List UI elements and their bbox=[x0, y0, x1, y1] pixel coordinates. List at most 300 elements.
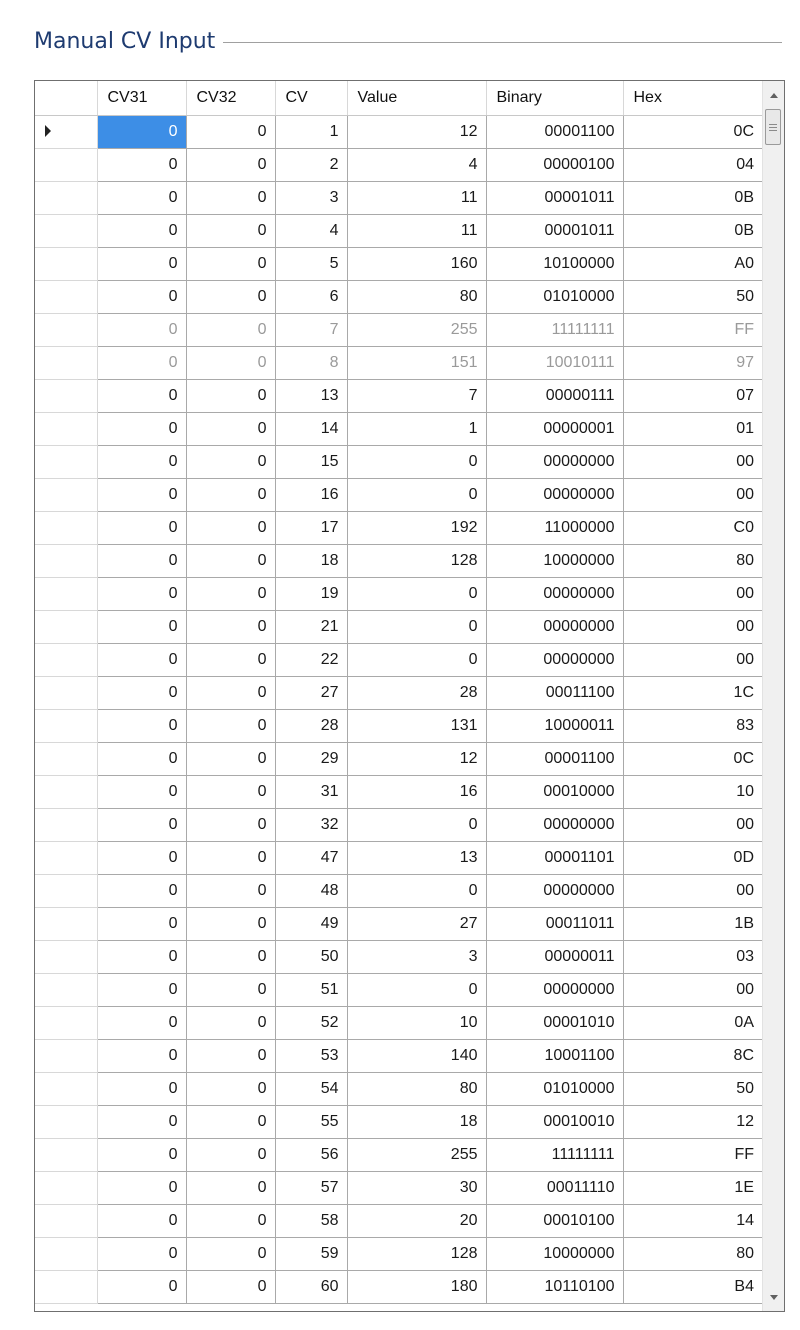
binary-cell[interactable]: 00010010 bbox=[486, 1105, 623, 1138]
cv31-cell[interactable]: 0 bbox=[97, 709, 186, 742]
hex-cell[interactable]: 04 bbox=[623, 148, 762, 181]
hex-cell[interactable]: 0A bbox=[623, 1006, 762, 1039]
value-cell[interactable]: 131 bbox=[347, 709, 486, 742]
hex-cell[interactable]: 03 bbox=[623, 940, 762, 973]
cv-cell[interactable]: 2 bbox=[275, 148, 347, 181]
cv-cell[interactable]: 13 bbox=[275, 379, 347, 412]
table-row[interactable] bbox=[35, 610, 762, 643]
table-row[interactable] bbox=[35, 577, 762, 610]
hex-cell[interactable]: 80 bbox=[623, 1237, 762, 1270]
cv31-cell[interactable]: 0 bbox=[97, 742, 186, 775]
cv-cell[interactable]: 28 bbox=[275, 709, 347, 742]
cv32-cell[interactable]: 0 bbox=[186, 808, 275, 841]
row-header[interactable] bbox=[35, 1039, 97, 1072]
cv32-cell[interactable]: 0 bbox=[186, 1237, 275, 1270]
cv31-cell[interactable]: 0 bbox=[97, 181, 186, 214]
binary-cell[interactable]: 00010100 bbox=[486, 1204, 623, 1237]
binary-cell[interactable]: 00011100 bbox=[486, 676, 623, 709]
scroll-down-arrow-icon[interactable] bbox=[763, 1285, 784, 1309]
table-row[interactable] bbox=[35, 973, 762, 1006]
cv-cell[interactable]: 47 bbox=[275, 841, 347, 874]
binary-cell[interactable]: 00011011 bbox=[486, 907, 623, 940]
row-header[interactable] bbox=[35, 445, 97, 478]
binary-cell[interactable]: 00001011 bbox=[486, 214, 623, 247]
binary-cell[interactable]: 00000000 bbox=[486, 478, 623, 511]
binary-cell[interactable]: 10000000 bbox=[486, 1237, 623, 1270]
binary-cell[interactable]: 01010000 bbox=[486, 280, 623, 313]
row-header[interactable] bbox=[35, 808, 97, 841]
hex-cell[interactable]: 97 bbox=[623, 346, 762, 379]
table-row[interactable] bbox=[35, 1039, 762, 1072]
table-row[interactable] bbox=[35, 1171, 762, 1204]
row-header[interactable] bbox=[35, 181, 97, 214]
binary-cell[interactable]: 10001100 bbox=[486, 1039, 623, 1072]
column-header-hex[interactable]: Hex bbox=[623, 81, 762, 115]
value-cell[interactable]: 11 bbox=[347, 181, 486, 214]
table-row[interactable] bbox=[35, 676, 762, 709]
hex-cell[interactable]: 00 bbox=[623, 577, 762, 610]
hex-cell[interactable]: 0C bbox=[623, 115, 762, 148]
cv31-cell[interactable]: 0 bbox=[97, 1006, 186, 1039]
cv32-cell[interactable]: 0 bbox=[186, 313, 275, 346]
table-row[interactable] bbox=[35, 1138, 762, 1171]
table-row[interactable] bbox=[35, 643, 762, 676]
value-cell[interactable]: 4 bbox=[347, 148, 486, 181]
row-header[interactable] bbox=[35, 907, 97, 940]
binary-cell[interactable]: 00000000 bbox=[486, 874, 623, 907]
cv31-cell[interactable]: 0 bbox=[97, 379, 186, 412]
hex-cell[interactable]: 0B bbox=[623, 181, 762, 214]
table-row[interactable] bbox=[35, 874, 762, 907]
value-cell[interactable]: 140 bbox=[347, 1039, 486, 1072]
value-cell[interactable]: 13 bbox=[347, 841, 486, 874]
cv32-cell[interactable]: 0 bbox=[186, 1039, 275, 1072]
cv32-cell[interactable]: 0 bbox=[186, 148, 275, 181]
value-cell[interactable]: 7 bbox=[347, 379, 486, 412]
cv-cell[interactable]: 31 bbox=[275, 775, 347, 808]
cv31-cell[interactable]: 0 bbox=[97, 973, 186, 1006]
table-row[interactable] bbox=[35, 313, 762, 346]
cv32-cell[interactable]: 0 bbox=[186, 643, 275, 676]
row-header[interactable] bbox=[35, 676, 97, 709]
row-header[interactable] bbox=[35, 874, 97, 907]
hex-cell[interactable]: FF bbox=[623, 1138, 762, 1171]
value-cell[interactable]: 18 bbox=[347, 1105, 486, 1138]
table-row[interactable] bbox=[35, 148, 762, 181]
cv-cell[interactable]: 51 bbox=[275, 973, 347, 1006]
value-cell[interactable]: 30 bbox=[347, 1171, 486, 1204]
cv-cell[interactable]: 4 bbox=[275, 214, 347, 247]
cv31-cell[interactable]: 0 bbox=[97, 1072, 186, 1105]
row-header[interactable] bbox=[35, 280, 97, 313]
cv-cell[interactable]: 16 bbox=[275, 478, 347, 511]
row-header[interactable] bbox=[35, 610, 97, 643]
cv-cell[interactable]: 1 bbox=[275, 115, 347, 148]
cv32-cell[interactable]: 0 bbox=[186, 610, 275, 643]
hex-cell[interactable]: 07 bbox=[623, 379, 762, 412]
value-cell[interactable]: 192 bbox=[347, 511, 486, 544]
row-header[interactable] bbox=[35, 1171, 97, 1204]
table-row[interactable] bbox=[35, 544, 762, 577]
cv-cell[interactable]: 8 bbox=[275, 346, 347, 379]
hex-cell[interactable]: 14 bbox=[623, 1204, 762, 1237]
cv31-cell[interactable]: 0 bbox=[97, 511, 186, 544]
cv-cell[interactable]: 48 bbox=[275, 874, 347, 907]
table-row[interactable] bbox=[35, 1270, 762, 1303]
cv-cell[interactable]: 49 bbox=[275, 907, 347, 940]
table-row[interactable] bbox=[35, 478, 762, 511]
value-cell[interactable]: 20 bbox=[347, 1204, 486, 1237]
cv32-cell[interactable]: 0 bbox=[186, 478, 275, 511]
value-cell[interactable]: 27 bbox=[347, 907, 486, 940]
value-cell[interactable]: 0 bbox=[347, 610, 486, 643]
table-row[interactable] bbox=[35, 511, 762, 544]
value-cell[interactable]: 12 bbox=[347, 742, 486, 775]
value-cell[interactable]: 10 bbox=[347, 1006, 486, 1039]
binary-cell[interactable]: 01010000 bbox=[486, 1072, 623, 1105]
hex-cell[interactable]: 01 bbox=[623, 412, 762, 445]
cv32-cell[interactable]: 0 bbox=[186, 775, 275, 808]
table-row[interactable] bbox=[35, 907, 762, 940]
binary-cell[interactable]: 00000000 bbox=[486, 445, 623, 478]
value-cell[interactable]: 255 bbox=[347, 313, 486, 346]
cv-cell[interactable]: 56 bbox=[275, 1138, 347, 1171]
table-row[interactable] bbox=[35, 346, 762, 379]
cv31-cell[interactable]: 0 bbox=[97, 1138, 186, 1171]
cv31-cell[interactable]: 0 bbox=[97, 412, 186, 445]
binary-cell[interactable]: 00000011 bbox=[486, 940, 623, 973]
value-cell[interactable]: 180 bbox=[347, 1270, 486, 1303]
hex-cell[interactable]: 12 bbox=[623, 1105, 762, 1138]
table-row[interactable] bbox=[35, 214, 762, 247]
hex-cell[interactable]: 00 bbox=[623, 610, 762, 643]
cv32-cell[interactable]: 0 bbox=[186, 280, 275, 313]
cv32-cell[interactable]: 0 bbox=[186, 1072, 275, 1105]
hex-cell[interactable]: 1B bbox=[623, 907, 762, 940]
cv32-cell[interactable]: 0 bbox=[186, 181, 275, 214]
groupbox-divider bbox=[214, 42, 782, 43]
row-header[interactable] bbox=[35, 775, 97, 808]
cv32-cell[interactable]: 0 bbox=[186, 907, 275, 940]
cv31-cell[interactable]: 0 bbox=[97, 676, 186, 709]
cv31-cell[interactable]: 0 bbox=[97, 313, 186, 346]
cv32-cell[interactable]: 0 bbox=[186, 511, 275, 544]
hex-cell[interactable]: B4 bbox=[623, 1270, 762, 1303]
cv-cell[interactable]: 52 bbox=[275, 1006, 347, 1039]
binary-cell[interactable]: 10100000 bbox=[486, 247, 623, 280]
row-header[interactable] bbox=[35, 1072, 97, 1105]
cv-cell[interactable]: 17 bbox=[275, 511, 347, 544]
value-cell[interactable]: 80 bbox=[347, 1072, 486, 1105]
cv-cell[interactable]: 19 bbox=[275, 577, 347, 610]
hex-cell[interactable]: 83 bbox=[623, 709, 762, 742]
cv31-cell[interactable]: 0 bbox=[97, 478, 186, 511]
hex-cell[interactable]: 1C bbox=[623, 676, 762, 709]
cv31-cell[interactable]: 0 bbox=[97, 1204, 186, 1237]
cv-cell[interactable]: 32 bbox=[275, 808, 347, 841]
cv31-cell[interactable]: 0 bbox=[97, 808, 186, 841]
cv-cell[interactable]: 50 bbox=[275, 940, 347, 973]
cv31-cell[interactable]: 0 bbox=[97, 214, 186, 247]
row-header[interactable] bbox=[35, 247, 97, 280]
cv-cell[interactable]: 14 bbox=[275, 412, 347, 445]
cv-cell[interactable]: 22 bbox=[275, 643, 347, 676]
row-header[interactable] bbox=[35, 214, 97, 247]
cv31-cell[interactable]: 0 bbox=[97, 610, 186, 643]
hex-cell[interactable]: 1E bbox=[623, 1171, 762, 1204]
cv-cell[interactable]: 3 bbox=[275, 181, 347, 214]
cv32-cell[interactable]: 0 bbox=[186, 1204, 275, 1237]
value-cell[interactable]: 0 bbox=[347, 643, 486, 676]
row-header[interactable] bbox=[35, 379, 97, 412]
hex-cell[interactable]: 10 bbox=[623, 775, 762, 808]
cv-cell[interactable]: 58 bbox=[275, 1204, 347, 1237]
cv-cell[interactable]: 15 bbox=[275, 445, 347, 478]
cv31-cell[interactable]: 0 bbox=[97, 115, 186, 148]
value-cell[interactable]: 1 bbox=[347, 412, 486, 445]
binary-cell[interactable]: 00000000 bbox=[486, 973, 623, 1006]
hex-cell[interactable]: 50 bbox=[623, 280, 762, 313]
value-cell[interactable]: 0 bbox=[347, 445, 486, 478]
cv-cell[interactable]: 53 bbox=[275, 1039, 347, 1072]
value-cell[interactable]: 12 bbox=[347, 115, 486, 148]
table-row[interactable] bbox=[35, 280, 762, 313]
value-cell[interactable]: 0 bbox=[347, 478, 486, 511]
hex-cell[interactable]: 00 bbox=[623, 808, 762, 841]
table-row[interactable] bbox=[35, 379, 762, 412]
table-row[interactable] bbox=[35, 742, 762, 775]
binary-cell[interactable]: 00000000 bbox=[486, 643, 623, 676]
cv-cell[interactable]: 59 bbox=[275, 1237, 347, 1270]
binary-cell[interactable]: 00011110 bbox=[486, 1171, 623, 1204]
binary-cell[interactable]: 00000000 bbox=[486, 577, 623, 610]
row-header[interactable] bbox=[35, 1237, 97, 1270]
table-row[interactable] bbox=[35, 181, 762, 214]
column-header-cv[interactable]: CV bbox=[275, 81, 347, 115]
value-cell[interactable]: 0 bbox=[347, 808, 486, 841]
value-cell[interactable]: 0 bbox=[347, 577, 486, 610]
cv32-cell[interactable]: 0 bbox=[186, 214, 275, 247]
cv31-cell[interactable]: 0 bbox=[97, 280, 186, 313]
cv32-cell[interactable]: 0 bbox=[186, 709, 275, 742]
cv31-cell[interactable]: 0 bbox=[97, 1105, 186, 1138]
cv32-cell[interactable]: 0 bbox=[186, 247, 275, 280]
row-header[interactable] bbox=[35, 148, 97, 181]
scroll-up-arrow-icon[interactable] bbox=[763, 83, 784, 107]
table-row[interactable] bbox=[35, 775, 762, 808]
cv-cell[interactable]: 55 bbox=[275, 1105, 347, 1138]
cv31-cell[interactable]: 0 bbox=[97, 247, 186, 280]
cv32-cell[interactable]: 0 bbox=[186, 577, 275, 610]
value-cell[interactable]: 11 bbox=[347, 214, 486, 247]
cv32-cell[interactable]: 0 bbox=[186, 841, 275, 874]
table-row[interactable] bbox=[35, 808, 762, 841]
binary-cell[interactable]: 00000000 bbox=[486, 610, 623, 643]
value-cell[interactable]: 0 bbox=[347, 874, 486, 907]
cv31-cell[interactable]: 0 bbox=[97, 445, 186, 478]
table-row[interactable] bbox=[35, 841, 762, 874]
cv31-cell[interactable]: 0 bbox=[97, 643, 186, 676]
row-header[interactable] bbox=[35, 577, 97, 610]
table-row[interactable] bbox=[35, 1105, 762, 1138]
hex-cell[interactable]: A0 bbox=[623, 247, 762, 280]
cv32-cell[interactable]: 0 bbox=[186, 1138, 275, 1171]
binary-cell[interactable]: 00001100 bbox=[486, 742, 623, 775]
value-cell[interactable]: 3 bbox=[347, 940, 486, 973]
cv-cell[interactable]: 54 bbox=[275, 1072, 347, 1105]
table-row[interactable] bbox=[35, 1204, 762, 1237]
binary-cell[interactable]: 10110100 bbox=[486, 1270, 623, 1303]
column-header-binary[interactable]: Binary bbox=[486, 81, 623, 115]
cv32-cell[interactable]: 0 bbox=[186, 1270, 275, 1303]
cv-cell[interactable]: 29 bbox=[275, 742, 347, 775]
cv31-cell[interactable]: 0 bbox=[97, 1237, 186, 1270]
column-header-cv31[interactable]: CV31 bbox=[97, 81, 186, 115]
cv32-cell[interactable]: 0 bbox=[186, 676, 275, 709]
table-row[interactable] bbox=[35, 115, 762, 148]
hex-cell[interactable]: 00 bbox=[623, 973, 762, 1006]
hex-cell[interactable]: 00 bbox=[623, 643, 762, 676]
binary-cell[interactable]: 00000100 bbox=[486, 148, 623, 181]
binary-cell[interactable]: 00001101 bbox=[486, 841, 623, 874]
cv32-cell[interactable]: 0 bbox=[186, 412, 275, 445]
row-header[interactable] bbox=[35, 1138, 97, 1171]
cv31-cell[interactable]: 0 bbox=[97, 874, 186, 907]
binary-cell[interactable]: 11111111 bbox=[486, 313, 623, 346]
value-cell[interactable]: 128 bbox=[347, 544, 486, 577]
binary-cell[interactable]: 00001010 bbox=[486, 1006, 623, 1039]
binary-cell[interactable]: 00010000 bbox=[486, 775, 623, 808]
hex-cell[interactable]: C0 bbox=[623, 511, 762, 544]
row-header[interactable] bbox=[35, 1006, 97, 1039]
value-cell[interactable]: 16 bbox=[347, 775, 486, 808]
table-row[interactable] bbox=[35, 445, 762, 478]
cv32-cell[interactable]: 0 bbox=[186, 874, 275, 907]
table-row[interactable] bbox=[35, 709, 762, 742]
cv31-cell[interactable]: 0 bbox=[97, 907, 186, 940]
cv-cell[interactable]: 60 bbox=[275, 1270, 347, 1303]
scrollbar-thumb[interactable] bbox=[765, 109, 781, 145]
cv-cell[interactable]: 6 bbox=[275, 280, 347, 313]
binary-cell[interactable]: 11111111 bbox=[486, 1138, 623, 1171]
row-header[interactable] bbox=[35, 1270, 97, 1303]
row-header[interactable] bbox=[35, 511, 97, 544]
value-cell[interactable]: 151 bbox=[347, 346, 486, 379]
cv31-cell[interactable]: 0 bbox=[97, 940, 186, 973]
binary-cell[interactable]: 10000000 bbox=[486, 544, 623, 577]
table-row[interactable] bbox=[35, 1237, 762, 1270]
value-cell[interactable]: 160 bbox=[347, 247, 486, 280]
hex-cell[interactable]: 80 bbox=[623, 544, 762, 577]
cv31-cell[interactable]: 0 bbox=[97, 1039, 186, 1072]
table-row[interactable] bbox=[35, 412, 762, 445]
cv32-cell[interactable]: 0 bbox=[186, 742, 275, 775]
value-cell[interactable]: 128 bbox=[347, 1237, 486, 1270]
cv31-cell[interactable]: 0 bbox=[97, 148, 186, 181]
value-cell[interactable]: 0 bbox=[347, 973, 486, 1006]
row-header[interactable] bbox=[35, 346, 97, 379]
row-header[interactable] bbox=[35, 115, 97, 148]
row-header[interactable] bbox=[35, 841, 97, 874]
binary-cell[interactable]: 00001011 bbox=[486, 181, 623, 214]
table-row[interactable] bbox=[35, 247, 762, 280]
cv32-cell[interactable]: 0 bbox=[186, 1006, 275, 1039]
value-cell[interactable]: 255 bbox=[347, 1138, 486, 1171]
table-row[interactable] bbox=[35, 1006, 762, 1039]
hex-cell[interactable]: 00 bbox=[623, 874, 762, 907]
row-header[interactable] bbox=[35, 313, 97, 346]
cv32-cell[interactable]: 0 bbox=[186, 973, 275, 1006]
cv-cell[interactable]: 27 bbox=[275, 676, 347, 709]
binary-cell[interactable]: 11000000 bbox=[486, 511, 623, 544]
cv31-cell[interactable]: 0 bbox=[97, 1171, 186, 1204]
cv-cell[interactable]: 7 bbox=[275, 313, 347, 346]
row-header[interactable] bbox=[35, 742, 97, 775]
cv32-cell[interactable]: 0 bbox=[186, 379, 275, 412]
binary-cell[interactable]: 00000001 bbox=[486, 412, 623, 445]
cv32-cell[interactable]: 0 bbox=[186, 115, 275, 148]
row-header[interactable] bbox=[35, 709, 97, 742]
row-header[interactable] bbox=[35, 973, 97, 1006]
row-header[interactable] bbox=[35, 544, 97, 577]
cv-cell[interactable]: 18 bbox=[275, 544, 347, 577]
row-header[interactable] bbox=[35, 1204, 97, 1237]
hex-cell[interactable]: 0B bbox=[623, 214, 762, 247]
hex-cell[interactable]: 0D bbox=[623, 841, 762, 874]
binary-cell[interactable]: 00000000 bbox=[486, 808, 623, 841]
cv32-cell[interactable]: 0 bbox=[186, 1171, 275, 1204]
cv-cell[interactable]: 5 bbox=[275, 247, 347, 280]
vertical-scrollbar[interactable] bbox=[762, 81, 784, 1311]
cv-cell[interactable]: 21 bbox=[275, 610, 347, 643]
cv32-cell[interactable]: 0 bbox=[186, 940, 275, 973]
column-header-value[interactable]: Value bbox=[347, 81, 486, 115]
cv31-cell[interactable]: 0 bbox=[97, 544, 186, 577]
row-header[interactable] bbox=[35, 940, 97, 973]
row-header[interactable] bbox=[35, 412, 97, 445]
table-row[interactable] bbox=[35, 1072, 762, 1105]
cv-data-grid[interactable] bbox=[34, 80, 785, 1312]
cv32-cell[interactable]: 0 bbox=[186, 544, 275, 577]
cv31-cell[interactable]: 0 bbox=[97, 577, 186, 610]
hex-cell[interactable]: 0C bbox=[623, 742, 762, 775]
row-header[interactable] bbox=[35, 478, 97, 511]
cv32-cell[interactable]: 0 bbox=[186, 445, 275, 478]
cv31-cell[interactable]: 0 bbox=[97, 346, 186, 379]
cv32-cell[interactable]: 0 bbox=[186, 1105, 275, 1138]
cv31-cell[interactable]: 0 bbox=[97, 775, 186, 808]
row-header[interactable] bbox=[35, 1105, 97, 1138]
cv-cell[interactable]: 57 bbox=[275, 1171, 347, 1204]
hex-cell[interactable]: 00 bbox=[623, 478, 762, 511]
hex-cell[interactable]: 8C bbox=[623, 1039, 762, 1072]
hex-cell[interactable]: 00 bbox=[623, 445, 762, 478]
value-cell[interactable]: 28 bbox=[347, 676, 486, 709]
binary-cell[interactable]: 10010111 bbox=[486, 346, 623, 379]
hex-cell[interactable]: FF bbox=[623, 313, 762, 346]
binary-cell[interactable]: 10000011 bbox=[486, 709, 623, 742]
column-header-cv32[interactable]: CV32 bbox=[186, 81, 275, 115]
value-cell[interactable]: 80 bbox=[347, 280, 486, 313]
hex-cell[interactable]: 50 bbox=[623, 1072, 762, 1105]
cv31-cell[interactable]: 0 bbox=[97, 1270, 186, 1303]
binary-cell[interactable]: 00000111 bbox=[486, 379, 623, 412]
cv32-cell[interactable]: 0 bbox=[186, 346, 275, 379]
cv31-cell[interactable]: 0 bbox=[97, 841, 186, 874]
row-header[interactable] bbox=[35, 643, 97, 676]
binary-cell[interactable]: 00001100 bbox=[486, 115, 623, 148]
table-row[interactable] bbox=[35, 940, 762, 973]
